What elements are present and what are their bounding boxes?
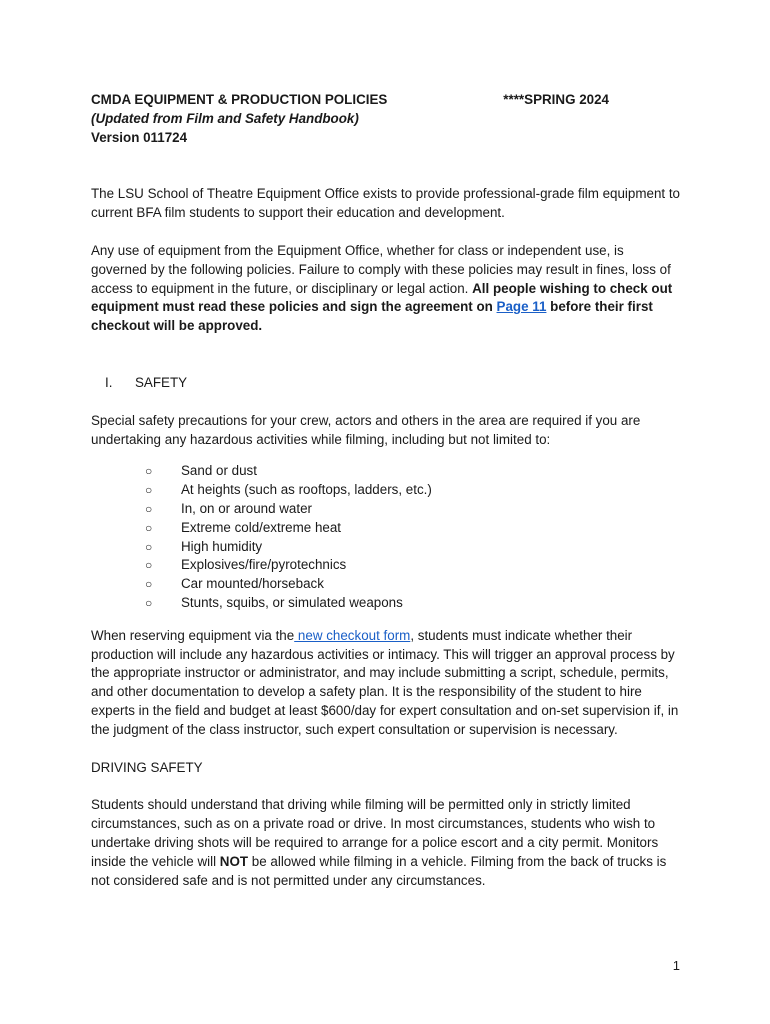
list-item: ○ High humidity <box>145 538 681 557</box>
document-subtitle: (Updated from Film and Safety Handbook) <box>91 110 359 126</box>
intro-paragraph-1: The LSU School of Theatre Equipment Office exists to provide professional-grade film equipment to current BFA film students to support their education and development. <box>91 186 681 221</box>
document-title: CMDA EQUIPMENT & PRODUCTION POLICIES <box>91 92 388 107</box>
list-item: ○ Extreme cold/extreme heat <box>145 519 681 538</box>
document-version: Version 011724 <box>91 129 188 145</box>
hollow-bullet-icon: ○ <box>145 558 153 573</box>
hollow-bullet-icon: ○ <box>145 595 153 610</box>
safety-intro: Special safety precautions for your crew, actors and others in the area are required if you are undertaking any hazardous activities while filming, including but not limited to: <box>91 412 641 447</box>
term-label: ****SPRING 2024 <box>503 92 609 107</box>
hollow-bullet-icon: ○ <box>145 501 153 516</box>
list-item: ○ Stunts, squibs, or simulated weapons <box>145 594 681 613</box>
list-item: ○ Car mounted/horseback <box>145 575 681 594</box>
page-11-link[interactable]: Page 11 <box>496 299 547 315</box>
section-title: SAFETY <box>135 374 188 390</box>
hollow-bullet-icon: ○ <box>145 520 153 535</box>
hollow-bullet-icon: ○ <box>145 483 153 498</box>
section-heading-safety <box>105 374 681 393</box>
section-number: I. <box>105 374 113 390</box>
intro-p2-text: Any use of equipment from the Equipment Office, whether for class or independent use, is governed by the following policies. Failure to comply with these policies may result in fines, loss of access to equipment in the future, or disciplinary or legal action. <box>91 242 671 296</box>
intro-p2-bold-b: before their first checkout will be approved. <box>91 299 653 334</box>
list-item: ○ In, on or around water <box>145 500 681 519</box>
document-header <box>91 91 609 110</box>
hazard-list <box>91 462 681 612</box>
intro-p2-bold-a: All people wishing to check out equipment must read these policies and sign the agreement on <box>91 280 673 315</box>
reservation-paragraph: When reserving equipment via the new checkout form, students must indicate whether their production will include any hazardous activities or intimacy. This will trigger an approval process by the appropriate instructor or administrator, and may include submitting a script, schedule, permits, and other documentation to develop a safety plan. It is the responsibility of the student to hire experts in the field and budget at least $600/day for expert consultation and on-set supervision if, in the judgment of the class instructor, such expert consultation or supervision is necessary. <box>91 627 679 737</box>
driving-safety-heading: DRIVING SAFETY <box>91 759 203 775</box>
list-item: ○ Explosives/fire/pyrotechnics <box>145 556 681 575</box>
intro-paragraph-2 <box>91 242 681 336</box>
list-item: ○ Sand or dust <box>145 462 681 481</box>
checkout-form-link[interactable]: new checkout form <box>294 627 411 643</box>
page-number: 1 <box>672 958 680 973</box>
driving-safety-paragraph: Students should understand that driving while filming will be permitted only in strictly limited circumstances, such as on a private road or drive. In most circumstances, students who wish to undertake driving shots will be required to arrange for a police escort and a city permit. Monitors inside the vehicle will NOT be allowed while filming in a vehicle. Filming from the back of trucks is not considered safe and is not permitted under any circumstances. <box>91 797 667 888</box>
hollow-bullet-icon: ○ <box>145 577 153 592</box>
hollow-bullet-icon: ○ <box>145 464 153 479</box>
emphasis-not: NOT <box>219 853 249 869</box>
page-content <box>91 91 681 890</box>
list-item: ○ At heights (such as rooftops, ladders, etc.) <box>145 481 681 500</box>
hollow-bullet-icon: ○ <box>145 539 153 554</box>
